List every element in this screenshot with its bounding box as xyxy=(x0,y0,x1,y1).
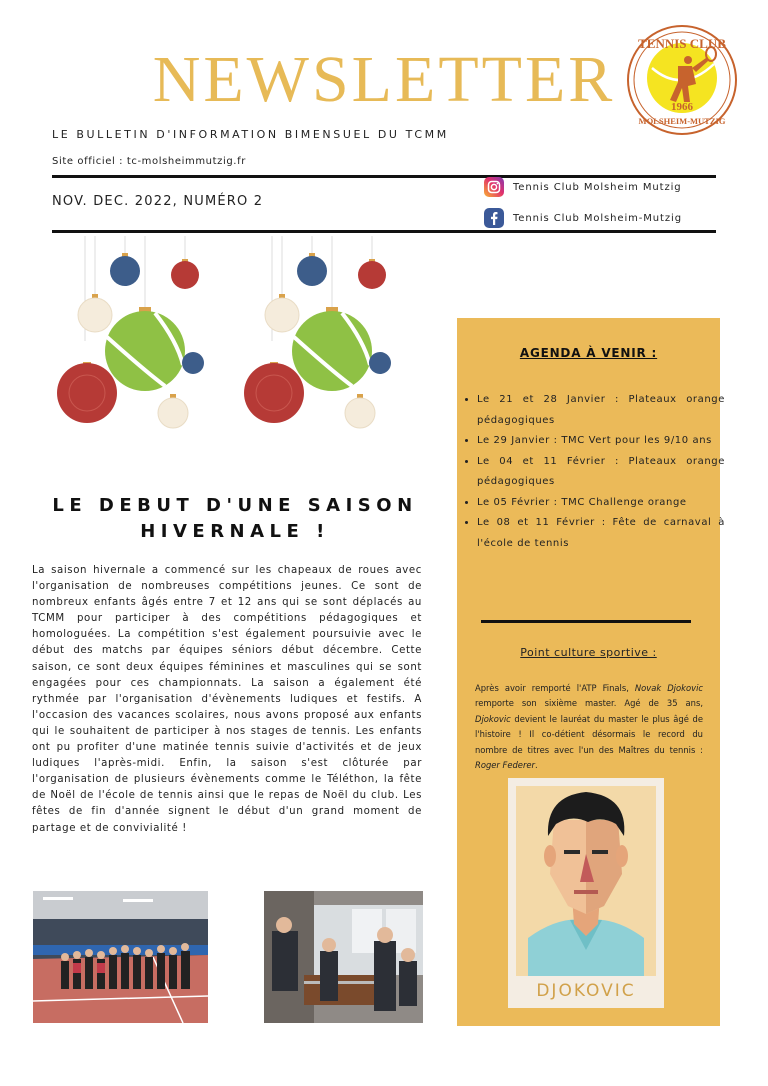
facebook-icon xyxy=(484,208,504,228)
logo-year: 1966 xyxy=(671,101,693,113)
logo-town-text: MOLSHEIM-MUTZIG xyxy=(638,116,726,126)
header-divider-bottom xyxy=(52,230,716,233)
issue-number: NOV. DEC. 2022, NUMÉRO 2 xyxy=(52,194,264,209)
culture-text: Après avoir remporté l'ATP Finals, Novak Djokovic remporte son sixième master. Agé de 35 ans, Djokovic devient le lauréat du master le plus âgé de l'histoire ! Il co-détient désormais le record du nombre de titres avec l'un des Maîtres du tennis : Roger Federer. xyxy=(475,683,703,771)
indoor-court-group-photo xyxy=(33,891,208,1023)
article-body: La saison hivernale a commencé sur les chapeaux de roues avec l'organisation de nombreuses compétitions jeunes. Ce sont de nombreux enfants âgés entre 7 et 12 ans qui se sont déplacés au TCMM pour participer à des compétitions pédagogiques et homologuées. La compétition s'est également poursuivie avec le début des matchs par équipes séniors début décembre. Cette saison, ce sont deux équipes féminines et masculines qui se sont engagées pour ces championnats. La saison a également été rythmée par l'organisation d'évènements ludiques et festifs. A l'occasion des vacances scolaires, nous avons proposé aux enfants qui le souhaitent de participer à nos stages de tennis. Les enfants ont pu profiter d'une matinée tennis suivie d'activités et de jeux ludiques l'après-midi. Enfin, la saison s'est clôturée par l'organisation de plusieurs évènements comme le Téléthon, la fête de Noël de l'école de tennis ainsi que le repas de Noël du club. Les fêtes de fin d'année signent le début d'un grand moment de partage et de convivialité ! xyxy=(32,565,422,834)
agenda-item: • Le 04 et 11 Février : Plateaux orange pédagogiques xyxy=(477,452,725,493)
tennis-club-logo xyxy=(626,24,738,136)
official-site-link[interactable]: Site officiel : tc-molsheimmutzig.fr xyxy=(52,156,246,167)
agenda-item: • Le 29 Janvier : TMC Vert pour les 9/10 ans xyxy=(477,431,725,452)
agenda-item: • Le 05 Février : TMC Challenge orange xyxy=(477,493,725,514)
facebook-link[interactable] xyxy=(484,207,682,229)
culture-title: Point culture sportive : xyxy=(520,646,657,659)
logo-club-text: TENNIS CLUB xyxy=(638,36,726,51)
christmas-ornaments-illustration xyxy=(50,236,430,466)
instagram-icon xyxy=(484,177,504,197)
agenda-list xyxy=(465,390,725,554)
newsletter-subtitle: LE BULLETIN D'INFORMATION BIMENSUEL DU TCMM xyxy=(52,128,449,141)
poster-caption: DJOKOVIC xyxy=(536,981,636,1001)
newsletter-title: NEWSLETTER xyxy=(152,43,616,116)
player-name: Djokovic xyxy=(475,713,511,724)
article-heading: LE DEBUT D'UNE SAISON HIVERNALE ! xyxy=(52,495,418,542)
sidebar-divider xyxy=(481,620,691,623)
foosball-kids-photo xyxy=(264,891,423,1023)
instagram-label: Tennis Club Molsheim Mutzig xyxy=(513,181,682,193)
djokovic-poster xyxy=(508,778,664,1008)
agenda-item: • Le 21 et 28 Janvier : Plateaux orange pédagogiques xyxy=(477,390,725,431)
instagram-link[interactable] xyxy=(484,176,682,198)
player-name: Novak Djokovic xyxy=(634,683,703,693)
sidebar-panel xyxy=(457,318,725,1026)
agenda-title: AGENDA À VENIR : xyxy=(519,346,658,360)
agenda-item: • Le 08 et 11 Février : Fête de carnaval à l'école de tennis xyxy=(477,513,725,554)
player-name: Roger Federer xyxy=(475,760,535,771)
facebook-label: Tennis Club Molsheim-Mutzig xyxy=(513,212,682,224)
